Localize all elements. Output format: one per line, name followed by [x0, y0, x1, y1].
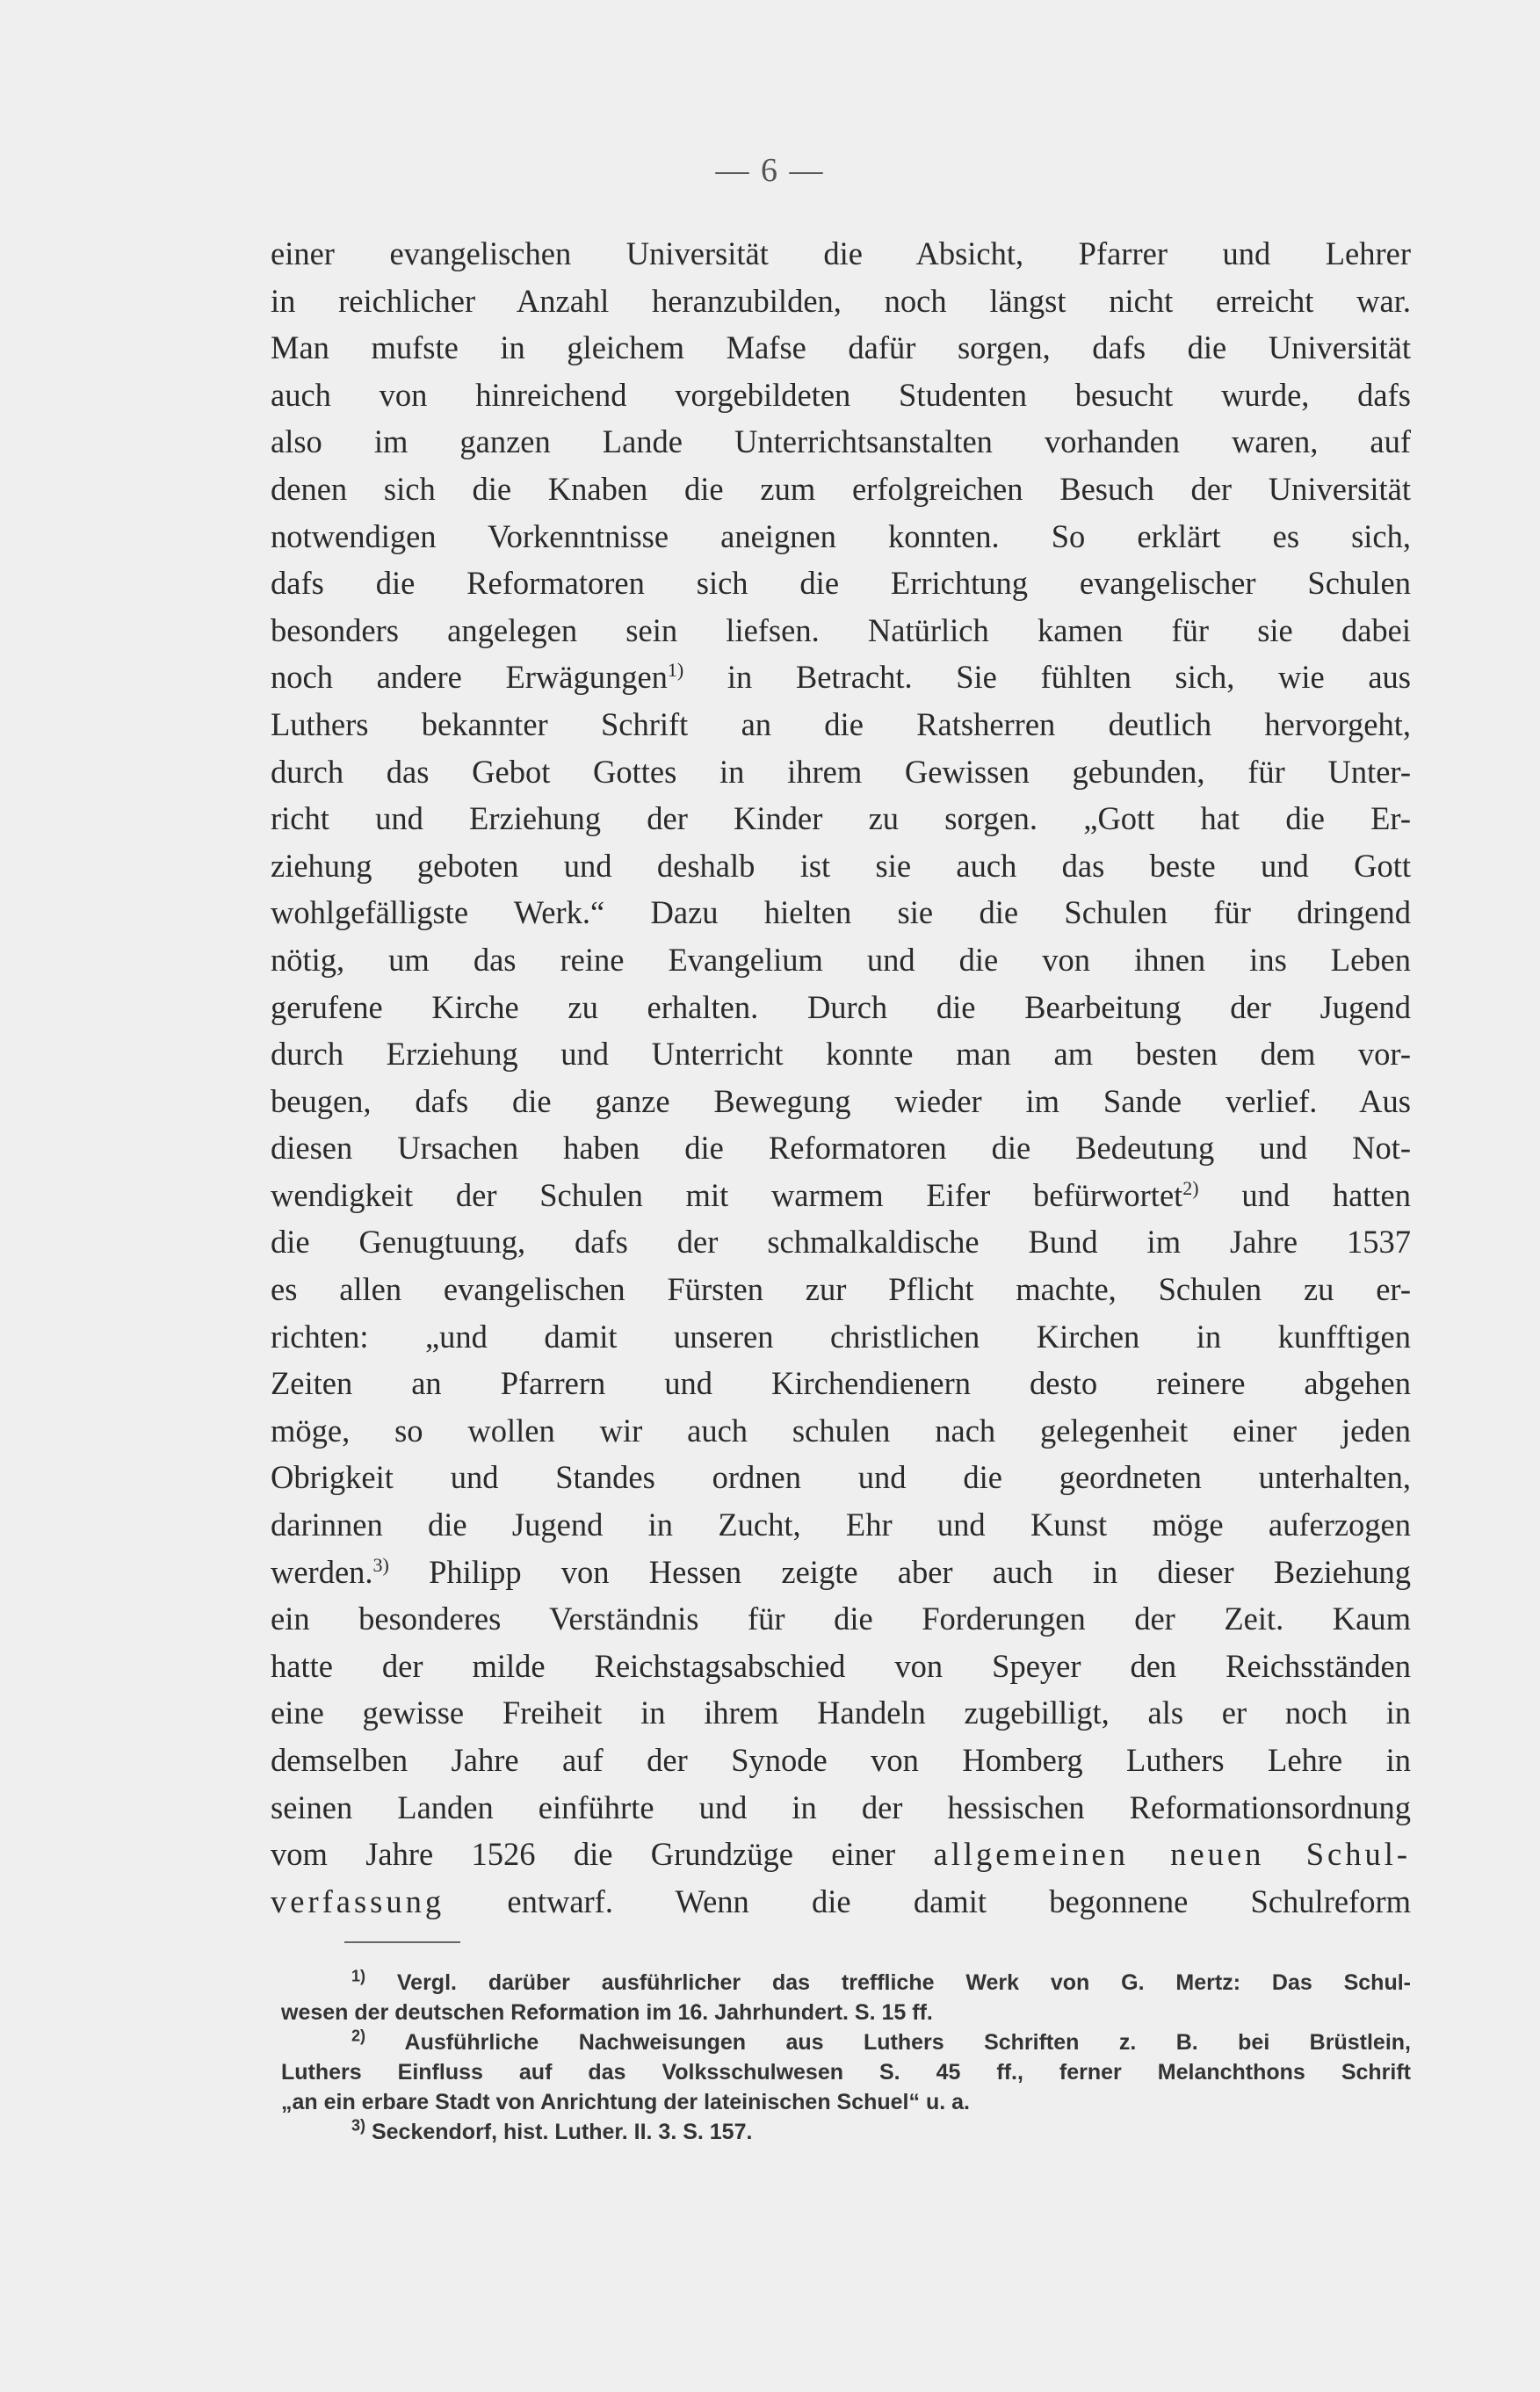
- footnote-1: [281, 1968, 1411, 1998]
- text-line: einer evangelischen Universität die Absicht, Pfarrer und Lehrer: [271, 235, 1411, 271]
- text-segment: noch andere Erwägungen: [271, 659, 668, 696]
- text-line: wohlgefälligste Werk.“ Dazu hielten sie die Schulen für dringend: [271, 894, 1411, 931]
- text-segment: und hatten: [1198, 1176, 1411, 1213]
- footnote-marker: 1): [351, 1968, 366, 1985]
- footnote-ref-1: 1): [667, 659, 684, 682]
- footnote-marker: 3): [351, 2117, 366, 2135]
- text-line: darinnen die Jugend in Zucht, Ehr und Kunst möge auferzogen: [271, 1507, 1411, 1543]
- text-line: [271, 1831, 1411, 1878]
- text-segment: wendigkeit der Schulen mit warmem Eifer befürwortet: [271, 1176, 1183, 1213]
- text-line: nötig, um das reine Evangelium und die von ihnen ins Leben: [271, 941, 1411, 978]
- text-line: richt und Erziehung der Kinder zu sorgen. „Gott hat die Er-: [271, 800, 1411, 837]
- footnote-text: Vergl. darüber ausführlicher das treffliche Werk von G. Mertz: Das Schul-: [396, 1970, 1411, 1995]
- footnote-text: Seckendorf, hist. Luther. II. 3. S. 157.: [371, 2120, 753, 2144]
- text-line: dafs die Reformatoren sich die Errichtung evangelischer Schulen: [271, 565, 1411, 602]
- footnote-2: [281, 2027, 1411, 2057]
- text-line: die Genugtuung, dafs der schmalkaldische Bund im Jahre 1537: [271, 1224, 1411, 1261]
- text-line: notwendigen Vorkenntnisse aneignen konnten. So erklärt es sich,: [271, 517, 1411, 554]
- text-line: besonders angelegen sein liefsen. Natürlich kamen für sie dabei: [271, 611, 1411, 648]
- text-line: eine gewisse Freiheit in ihrem Handeln zugebilligt, als er noch in: [271, 1695, 1411, 1731]
- footnote-3: [281, 2117, 1411, 2147]
- text-line: Luthers bekannter Schrift an die Ratsherren deutlich hervorgeht,: [271, 705, 1411, 742]
- text-line: Zeiten an Pfarrern und Kirchendienern desto reinere abgehen: [271, 1365, 1411, 1402]
- text-segment: werden.: [271, 1553, 373, 1590]
- footnote-ref-2: 2): [1182, 1176, 1199, 1199]
- spaced-emphasis: allgemeinen neuen Schul-: [933, 1836, 1411, 1873]
- footnote-2-cont: Luthers Einfluss auf das Volksschulwesen S. 45 ff., ferner Melanchthons Schrift: [281, 2060, 1411, 2085]
- text-line: [271, 1172, 1411, 1219]
- text-line: [271, 1549, 1411, 1596]
- text-line: auch von hinreichend vorgebildeten Studenten besucht wurde, dafs: [271, 376, 1411, 413]
- text-line: möge, so wollen wir auch schulen nach gelegenheit einer jeden: [271, 1412, 1411, 1449]
- text-segment: entwarf. Wenn die damit begonnene Schulreform: [507, 1883, 1411, 1919]
- footnote-2-cont: „an ein erbare Stadt von Anrichtung der lateinischen Schuel“ u. a.: [281, 2090, 970, 2114]
- page-number: — 6 —: [715, 152, 825, 189]
- text-line: ein besonderes Verständnis für die Forderungen der Zeit. Kaum: [271, 1601, 1411, 1637]
- text-line: in reichlicher Anzahl heranzubilden, noch längst nicht erreicht war.: [271, 282, 1411, 319]
- text-line: ziehung geboten und deshalb ist sie auch das beste und Gott: [271, 847, 1411, 884]
- spaced-emphasis: verfassung: [271, 1883, 445, 1919]
- footnote-1-cont: wesen der deutschen Reformation im 16. Jahrhundert. S. 15 ff.: [281, 2000, 933, 2025]
- footnotes: [281, 1968, 1411, 2147]
- text-line: diesen Ursachen haben die Reformatoren die Bedeutung und Not-: [271, 1130, 1411, 1167]
- text-line: Man mufste in gleichem Mafse dafür sorgen, dafs die Universität: [271, 329, 1411, 366]
- text-line: seinen Landen einführte und in der hessischen Reformationsordnung: [271, 1789, 1411, 1825]
- text-line: richten: „und damit unseren christlichen Kirchen in kunfftigen: [271, 1318, 1411, 1355]
- footnote-separator: [344, 1941, 460, 1943]
- footnote-ref-3: 3): [372, 1553, 389, 1576]
- text-line: beugen, dafs die ganze Bewegung wieder im Sande verlief. Aus: [271, 1082, 1411, 1119]
- text-line: [271, 654, 1411, 701]
- text-line: gerufene Kirche zu erhalten. Durch die Bearbeitung der Jugend: [271, 988, 1411, 1025]
- text-line: durch das Gebot Gottes in ihrem Gewissen gebunden, für Unter-: [271, 753, 1411, 790]
- text-line: es allen evangelischen Fürsten zur Pflicht machte, Schulen zu er-: [271, 1271, 1411, 1308]
- text-line: Obrigkeit und Standes ordnen und die geordneten unterhalten,: [271, 1459, 1411, 1496]
- text-line: durch Erziehung und Unterricht konnte man am besten dem vor-: [271, 1036, 1411, 1073]
- footnote-text: Ausführliche Nachweisungen aus Luthers Schriften z. B. bei Brüstlein,: [404, 2030, 1411, 2055]
- text-line: hatte der milde Reichstagsabschied von Speyer den Reichsständen: [271, 1647, 1411, 1684]
- text-line: demselben Jahre auf der Synode von Homberg Luthers Lehre in: [271, 1742, 1411, 1778]
- text-segment: Philipp von Hessen zeigte aber auch in dieser Beziehung: [388, 1553, 1411, 1590]
- text-segment: vom Jahre 1526 die Grundzüge einer: [271, 1836, 896, 1873]
- footnote-marker: 2): [351, 2027, 366, 2045]
- text-line: also im ganzen Lande Unterrichtsanstalten vorhanden waren, auf: [271, 423, 1411, 460]
- body-text: [271, 230, 1411, 1925]
- text-segment: in Betracht. Sie fühlten sich, wie aus: [683, 659, 1411, 696]
- text-line: [271, 1878, 1411, 1926]
- text-line: denen sich die Knaben die zum erfolgreichen Besuch der Universität: [271, 470, 1411, 507]
